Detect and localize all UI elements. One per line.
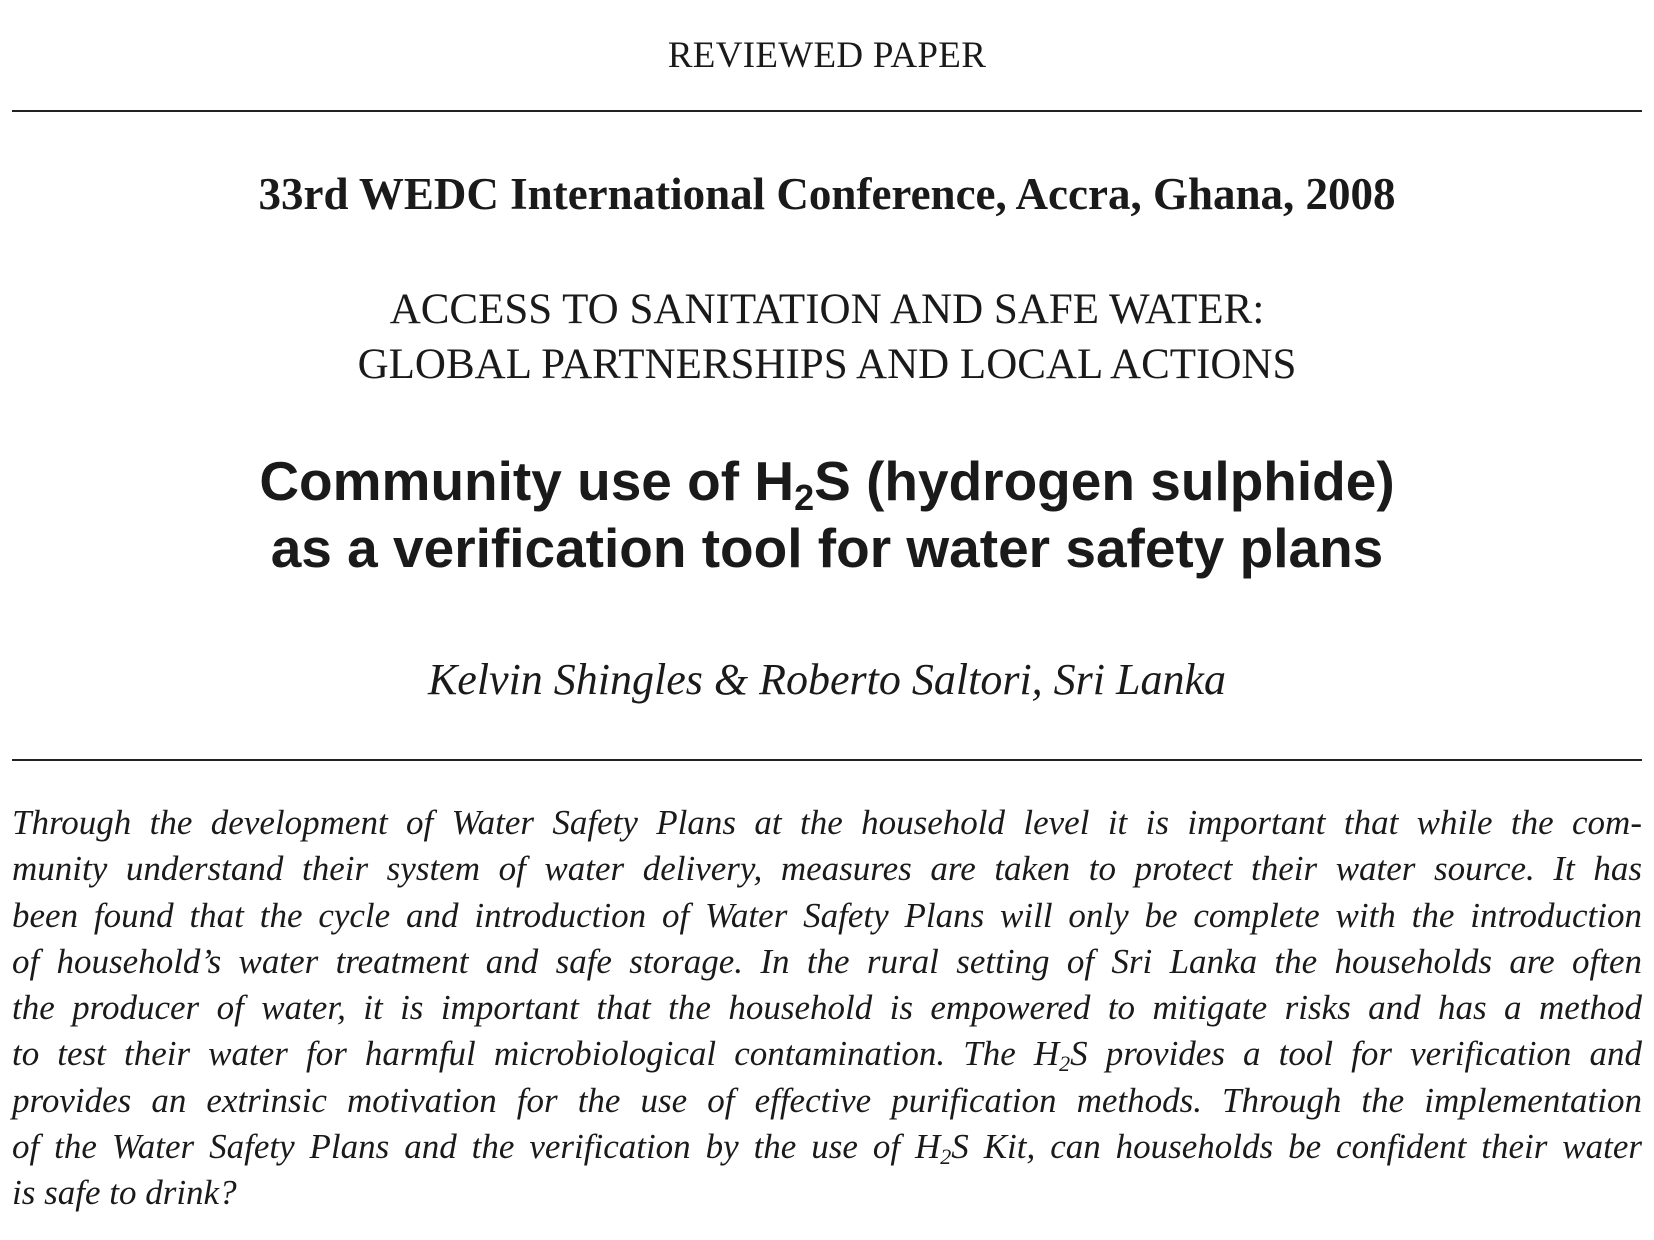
title-line-1-start: Community use of H (259, 450, 795, 512)
conference-theme (0, 282, 1654, 392)
abstract (12, 800, 1642, 1217)
abstract-subscript: 2 (940, 1144, 952, 1170)
title-subscript: 2 (794, 477, 815, 518)
title-line-1-end: S (hydrogen sulphide) (814, 450, 1395, 512)
theme-line-1: ACCESS TO SANITATION AND SAFE WATER: (389, 286, 1265, 333)
paper-authors: Kelvin Shingles & Roberto Saltori, Sri Lanka (427, 655, 1227, 704)
abstract-line (12, 1124, 1642, 1170)
abstract-line: of household’s water treatment and safe storage. In the rural setting of Sri Lanka the households are often (12, 941, 1642, 981)
abstract-line-6-end: S provides a tool for verification and (1070, 1034, 1642, 1074)
paper-title (0, 448, 1654, 582)
title-line-1 (0, 448, 1654, 518)
abstract-line: the producer of water, it is important that the household is empowered to mitigate risks and has a method (12, 988, 1642, 1028)
abstract-line-8-end: S Kit, can households be confident their water (951, 1127, 1642, 1167)
theme-line-2: GLOBAL PARTNERSHIPS AND LOCAL ACTIONS (357, 341, 1297, 388)
bottom-divider (12, 759, 1642, 761)
top-divider (12, 110, 1642, 112)
abstract-line (12, 1031, 1642, 1077)
abstract-line: provides an extrinsic motivation for the use of effective purification methods. Through the implementation (12, 1080, 1642, 1120)
abstract-line: been found that the cycle and introduction of Water Safety Plans will only be complete with the introduction (12, 895, 1642, 935)
abstract-subscript: 2 (1059, 1051, 1071, 1077)
reviewed-paper-label: REVIEWED PAPER (667, 35, 987, 76)
abstract-line-8-start: of the Water Safety Plans and the verification by the use of H (12, 1127, 941, 1167)
abstract-line: is safe to drink? (12, 1173, 237, 1213)
conference-name: 33rd WEDC International Conference, Accra, Ghana, 2008 (258, 169, 1396, 219)
abstract-line: Through the development of Water Safety Plans at the household level it is important that while the com- (12, 803, 1642, 842)
title-line-2: as a verification tool for water safety plans (270, 517, 1384, 579)
abstract-line: munity understand their system of water delivery, measures are taken to protect their water source. It has (12, 849, 1642, 889)
abstract-line-6-start: to test their water for harmful microbiological contamination. The H (12, 1034, 1060, 1074)
